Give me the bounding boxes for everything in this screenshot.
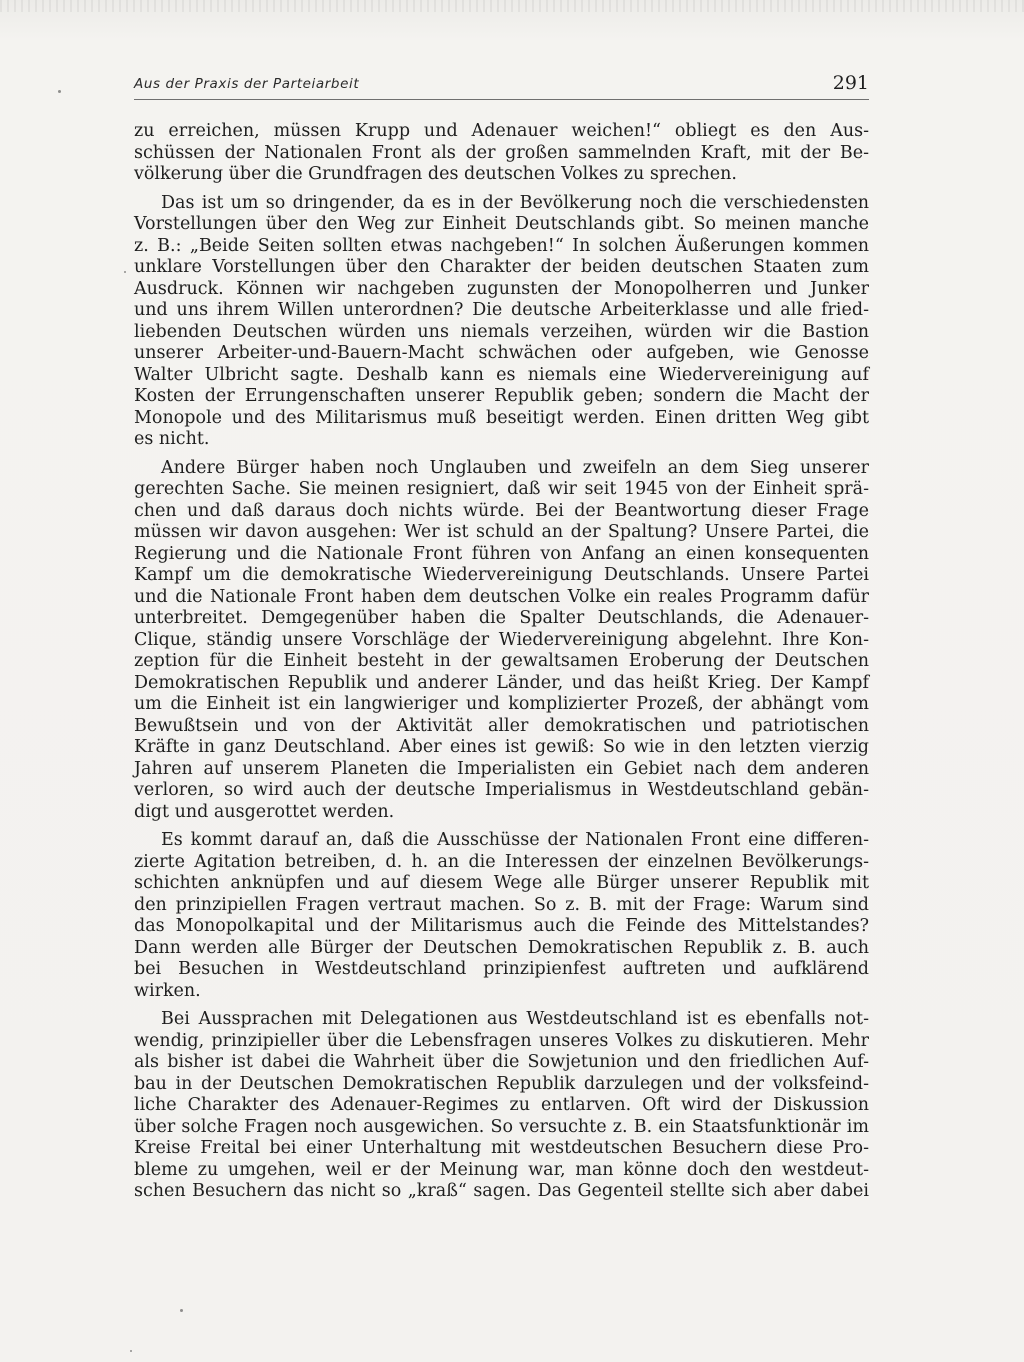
text-line: z. B.: „Beide Seiten sollten etwas nachgeben!“ In solchen Äußerungen kommen	[134, 235, 869, 256]
scan-speck	[130, 1350, 132, 1352]
text-line: Jahren auf unserem Planeten die Imperialisten ein Gebiet nach dem anderen	[134, 758, 869, 779]
scan-speck	[124, 271, 126, 273]
body-text	[134, 121, 869, 1203]
scan-edge-noise	[0, 0, 1024, 12]
text-line: Walter Ulbricht sagte. Deshalb kann es niemals eine Wiedervereinigung auf	[134, 364, 869, 385]
text-line: über solche Fragen noch ausgewichen. So versuchte z. B. ein Staatsfunktionär im	[134, 1116, 869, 1137]
text-line: Clique, ständig unsere Vorschläge der Wiedervereinigung abgelehnt. Ihre Kon-	[134, 629, 869, 650]
text-line: Monopole und des Militarismus muß beseitigt werden. Einen dritten Weg gibt	[134, 407, 869, 428]
text-line: als bisher ist dabei die Wahrheit über die Sowjetunion und den friedlichen Auf-	[134, 1052, 869, 1072]
text-line: Regierung und die Nationale Front führen von Anfang an einen konsequenten	[134, 543, 869, 564]
text-line: wendig, prinzipieller über die Lebensfragen unseres Volkes zu diskutieren. Mehr	[134, 1030, 869, 1051]
text-line: liche Charakter des Adenauer-Regimes zu entlarven. Oft wird der Diskussion	[134, 1095, 869, 1115]
text-line: und die Nationale Front haben dem deutschen Volke ein reales Programm dafür	[134, 586, 869, 607]
text-line: zeption für die Einheit besteht in der gewaltsamen Eroberung der Deutschen	[134, 651, 869, 671]
text-line: Kampf um die demokratische Wiedervereinigung Deutschlands. Unsere Partei	[134, 565, 869, 585]
text-line: es nicht.	[134, 429, 210, 449]
paragraph-first-line: Andere Bürger haben noch Unglauben und zweifeln an dem Sieg unserer	[161, 457, 869, 478]
text-line: unserer Arbeiter-und-Bauern-Macht schwächen oder aufgeben, wie Genosse	[134, 343, 869, 363]
text-line: Demokratischen Republik und anderer Länder, und das heißt Krieg. Der Kampf	[134, 672, 869, 693]
text-line: völkerung über die Grundfragen des deutschen Volkes zu sprechen.	[134, 164, 737, 184]
text-line: verloren, so wird auch der deutsche Imperialismus in Westdeutschland gebän-	[134, 780, 869, 800]
text-line: schen Besuchern das nicht so „kraß“ sagen. Das Gegenteil stellte sich aber dabei	[134, 1181, 869, 1201]
text-line: bau in der Deutschen Demokratischen Republik darzulegen und der volksfeind-	[134, 1073, 869, 1094]
page-number: 291	[832, 72, 869, 94]
page-header	[134, 72, 869, 100]
text-line: den prinzipiellen Fragen vertraut machen. So z. B. mit der Frage: Warum sind	[134, 894, 869, 915]
text-line: zu erreichen, müssen Krupp und Adenauer weichen!“ obliegt es den Aus-	[134, 121, 869, 141]
text-line: bleme zu umgehen, weil er der Meinung war, man könne doch den westdeut-	[134, 1159, 869, 1180]
header-rule	[134, 99, 869, 100]
text-line: Vorstellungen über den Weg zur Einheit Deutschlands gibt. So meinen manche	[134, 214, 869, 234]
text-line: schüssen der Nationalen Front als der großen sammelnden Kraft, mit der Be-	[134, 142, 869, 163]
text-line: bei Besuchen in Westdeutschland prinzipienfest auftreten und aufklärend	[134, 959, 869, 979]
text-line: gerechten Sache. Sie meinen resigniert, daß wir seit 1945 von der Einheit sprä-	[134, 479, 869, 499]
text-line: um die Einheit ist ein langwieriger und komplizierter Prozeß, der abhängt vom	[134, 694, 869, 714]
scan-speck	[58, 90, 61, 93]
text-line: zierte Agitation betreiben, d. h. an die Interessen der einzelnen Bevölkerungs-	[134, 851, 869, 872]
text-line: digt und ausgerottet werden.	[134, 801, 395, 822]
text-line: unklare Vorstellungen über den Charakter der beiden deutschen Staaten zum	[134, 257, 869, 277]
scan-speck	[180, 1309, 183, 1312]
text-line: Ausdruck. Können wir nachgeben zugunsten der Monopolherren und Junker	[134, 278, 869, 299]
text-line: Kräfte in ganz Deutschland. Aber eines ist gewiß: So wie in den letzten vierzig	[134, 737, 869, 757]
text-line: Dann werden alle Bürger der Deutschen Demokratischen Republik z. B. auch	[134, 937, 869, 958]
text-line: und uns ihrem Willen unterordnen? Die deutsche Arbeiterklasse und alle fried-	[134, 300, 869, 320]
text-line: unterbreitet. Demgegenüber haben die Spalter Deutschlands, die Adenauer-	[134, 608, 869, 628]
paragraph-first-line: Es kommt darauf an, daß die Ausschüsse der Nationalen Front eine differen-	[161, 830, 869, 850]
text-line: wirken.	[134, 980, 201, 1001]
paragraph-first-line: Bei Aussprachen mit Delegationen aus Westdeutschland ist es ebenfalls not-	[161, 1009, 869, 1029]
text-line: liebenden Deutschen würden uns niemals verzeihen, würden wir die Bastion	[134, 321, 869, 342]
text-line: schichten anknüpfen und auf diesem Wege alle Bürger unserer Republik mit	[134, 873, 869, 893]
text-line: chen und daß daraus doch nichts würde. Bei der Beantwortung dieser Frage	[134, 500, 869, 521]
text-line: müssen wir davon ausgehen: Wer ist schuld an der Spaltung? Unsere Partei, die	[134, 522, 869, 542]
text-line: Kreise Freital bei einer Unterhaltung mit westdeutschen Besuchern diese Pro-	[134, 1138, 869, 1158]
running-head: Aus der Praxis der Parteiarbeit	[134, 76, 360, 92]
text-line: das Monopolkapital und der Militarismus auch die Feinde des Mittelstandes?	[134, 916, 869, 936]
text-line: Kosten der Errungenschaften unserer Republik geben; sondern die Macht der	[134, 386, 869, 406]
paragraph-first-line: Das ist um so dringender, da es in der Bevölkerung noch die verschiedensten	[161, 192, 869, 213]
text-line: Bewußtsein und von der Aktivität aller demokratischen und patriotischen	[134, 715, 869, 736]
